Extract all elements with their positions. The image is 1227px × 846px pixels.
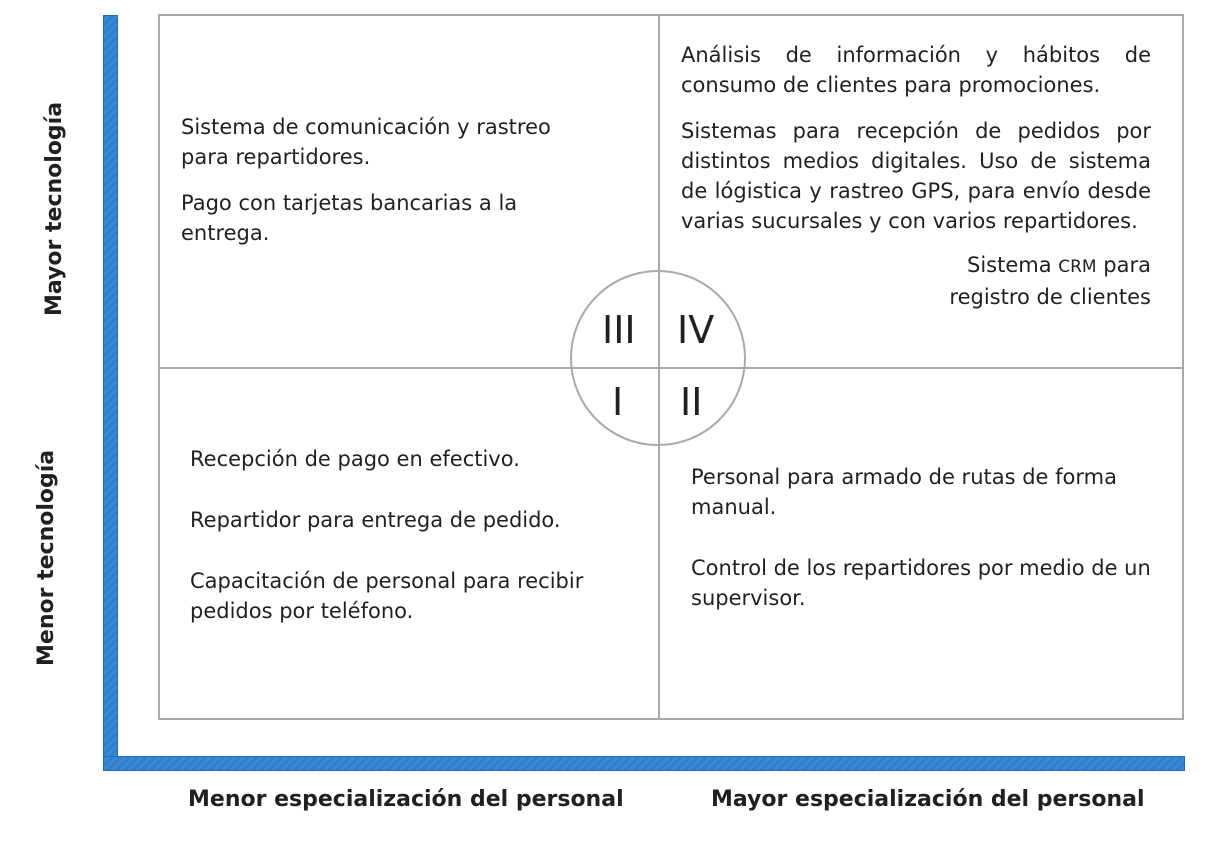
item: Sistema de comunicación y rastreo para repartidores. bbox=[181, 115, 551, 169]
quadrant-III bbox=[181, 112, 601, 264]
y-axis-bar bbox=[103, 15, 118, 771]
item: Control de los repartidores por medio de un supervisor. bbox=[691, 556, 1151, 610]
item: Recepción de pago en efectivo. bbox=[190, 447, 520, 471]
y-label-bottom: Menor tecnología bbox=[34, 449, 59, 666]
item: Sistemas para recepción de pedidos por distintos medios digitales. Uso de sistema de lógistica y rastreo GPS, para envío desde varias sucursales y con varios repartidores. bbox=[681, 119, 1151, 233]
label-II: II bbox=[680, 380, 703, 424]
crm-item: Sistema CRM para registro de clientes bbox=[949, 253, 1151, 309]
label-I: I bbox=[612, 380, 624, 424]
quadrant-II bbox=[691, 462, 1161, 629]
label-IV: IV bbox=[677, 308, 715, 352]
item: Análisis de información y hábitos de consumo de clientes para promociones. bbox=[681, 43, 1151, 97]
label-III: III bbox=[602, 308, 636, 352]
x-label-left: Menor especialización del personal bbox=[188, 787, 624, 812]
item: Capacitación de personal para recibir pedidos por teléfono. bbox=[190, 569, 584, 623]
quadrant-IV bbox=[681, 40, 1151, 312]
x-label-right: Mayor especialización del personal bbox=[711, 787, 1145, 812]
item: Pago con tarjetas bancarias a la entrega. bbox=[181, 191, 518, 245]
y-label-top: Mayor tecnología bbox=[42, 101, 67, 316]
x-axis-bar bbox=[103, 756, 1185, 771]
item: Personal para armado de rutas de forma manual. bbox=[691, 465, 1117, 519]
quadrant-I bbox=[190, 444, 640, 642]
item: Repartidor para entrega de pedido. bbox=[190, 508, 561, 532]
